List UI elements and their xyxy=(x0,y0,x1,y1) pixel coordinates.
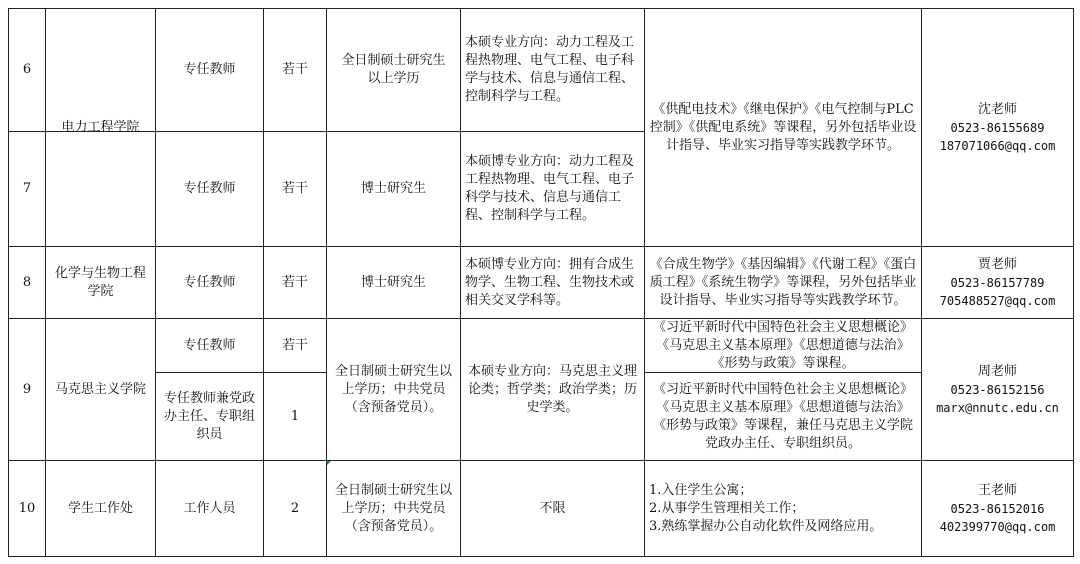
contact-name: 贾老师 xyxy=(977,256,1017,272)
contact-phone: 0523-86157789 xyxy=(950,275,1045,290)
major-cell: 不限 xyxy=(539,500,566,516)
contact-email: marx@nnutc.edu.cn xyxy=(936,400,1059,415)
contact-email: 705488527@qq.com xyxy=(939,293,1056,308)
contact-phone: 0523-86152156 xyxy=(950,382,1045,397)
courses-cell: 《供配电技术》《继电保护》《电气控制与PLC控制》《供配电系统》等课程，另外包括毕业设计指导、毕业实习指导等实践教学环节。 xyxy=(649,101,917,153)
count-cell: 若干 xyxy=(281,181,308,196)
row-number: 8 xyxy=(22,274,32,290)
contact-name: 周老师 xyxy=(977,363,1017,379)
department-cell: 马克思主义学院 xyxy=(54,381,146,397)
count-cell: 若干 xyxy=(281,274,308,290)
count-cell: 2 xyxy=(290,500,300,516)
department-cell: 电力工程学院 xyxy=(61,119,140,135)
contact-phone: 0523-86155689 xyxy=(950,120,1045,135)
col-border xyxy=(1073,8,1074,557)
post-cell: 专任教师兼党政办主任、专职组织员 xyxy=(163,390,255,442)
department-cell: 学生工作处 xyxy=(67,500,133,516)
post-cell: 专任教师 xyxy=(183,274,236,290)
contact-cell xyxy=(922,461,1073,556)
row-number: 7 xyxy=(22,181,32,196)
post-cell: 专任教师 xyxy=(183,62,236,77)
courses-cell: 《习近平新时代中国特色社会主义思想概论》《马克思主义基本原理》《思想道德与法治》《形势与政策》等课程，兼任马克思主义学院党政办主任、专职组织员。 xyxy=(652,381,913,451)
contact-cell xyxy=(922,247,1073,318)
education-cell: 博士研究生 xyxy=(360,274,426,290)
contact-phone: 0523-86152016 xyxy=(950,501,1045,516)
contact-email: 402399770@qq.com xyxy=(939,519,1056,534)
courses-cell: 《习近平新时代中国特色社会主义思想概论》《马克思主义基本原理》《思想道德与法治》《形势与政策》等课程。 xyxy=(652,319,913,371)
major-cell: 本硕博专业方向：拥有合成生物学、生物工程、生物技术或相关交叉学科等。 xyxy=(465,256,635,308)
post-cell: 专任教师 xyxy=(183,337,236,353)
education-cell: 全日制硕士研究生 以上学历 xyxy=(341,53,446,86)
contact-name: 沈老师 xyxy=(977,101,1017,117)
contact-email: 187071066@qq.com xyxy=(939,138,1056,153)
department-cell: 化学与生物工程 学院 xyxy=(54,265,146,299)
count-cell: 若干 xyxy=(281,337,308,353)
count-cell: 若干 xyxy=(281,62,308,77)
education-cell: 博士研究生 xyxy=(360,181,426,196)
row-border xyxy=(8,556,1074,557)
major-cell: 本硕专业方向：动力工程及工程热物理、电气工程、电子科学与技术、信息与通信工程、控制科学与工程。 xyxy=(465,35,635,104)
courses-cell: 《合成生物学》《基因编辑》《代谢工程》《蛋白质工程》《系统生物学》等课程，另外包括毕业设计指导、毕业实习指导等实践教学环节。 xyxy=(649,256,917,308)
row-number: 10 xyxy=(18,500,36,516)
contact-name: 王老师 xyxy=(977,482,1017,498)
contact-cell xyxy=(922,319,1073,460)
education-cell: 全日制硕士研究生以上学历；中共党员（含预备党员）。 xyxy=(334,363,452,415)
education-cell: 全日制硕士研究生以上学历；中共党员（含预备党员）。 xyxy=(334,482,452,534)
duties-cell: 1.入住学生公寓； 2.从事学生管理相关工作； 3.熟练掌握办公自动化软件及网络应用。 xyxy=(649,482,883,534)
post-cell: 专任教师 xyxy=(183,181,236,196)
row-number: 6 xyxy=(22,62,32,77)
major-cell: 本硕博专业方向：动力工程及工程热物理、电气工程、电子科学与技术、信息与通信工程、控制科学与工程。 xyxy=(465,154,635,223)
count-cell: 1 xyxy=(290,408,300,424)
row-number: 9 xyxy=(22,381,32,397)
major-cell: 本硕专业方向：马克思主义理论类；哲学类；政治学类；历史学类。 xyxy=(467,363,637,415)
post-cell: 工作人员 xyxy=(183,500,236,516)
contact-cell xyxy=(922,9,1073,246)
